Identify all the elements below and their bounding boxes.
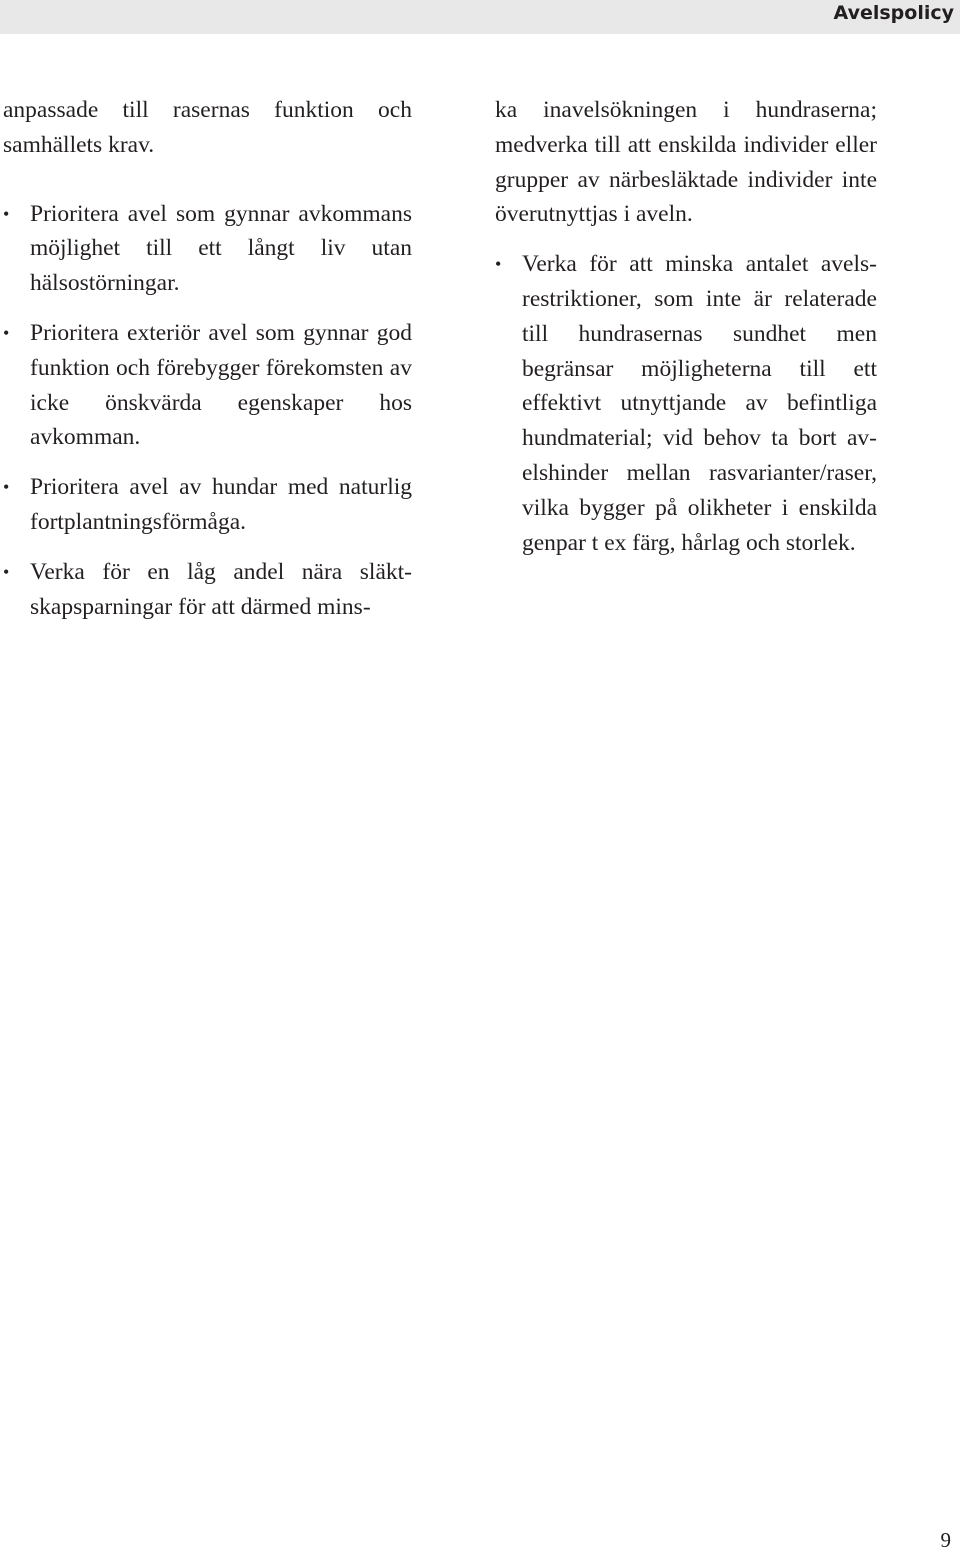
section-title: Avelspolicy (833, 2, 954, 24)
list-item (3, 470, 412, 540)
bullet-icon: • (3, 203, 10, 224)
bullet-icon: • (3, 322, 10, 343)
list-item (3, 555, 412, 625)
list-item (495, 247, 877, 560)
running-header (0, 0, 960, 34)
list-item-text: Verka för en låg andel nära släktskapsparningar för att därmed mins- (30, 558, 412, 620)
bullet-icon: • (3, 477, 10, 498)
list-item-text: Prioritera avel som gynnar avkommans möjlighet till ett långt liv utan hälsostörningar. (30, 200, 412, 297)
bullet-icon: • (3, 561, 10, 582)
intro-paragraph: anpassade till rasernas funktion och samhällets krav. (3, 97, 412, 158)
text-column-right (495, 93, 877, 575)
continuation-paragraph: ka inavelsökningen i hundraserna; medverka till att enskilda individer eller grupper av närbesläktade individer inte överutnyttjas i aveln. (495, 97, 877, 228)
bullet-icon: • (495, 254, 502, 275)
bullet-list-left (3, 197, 412, 625)
list-item-text: Prioritera exteriör avel som gynnar god funktion och förebygger förekomsten av icke önskvärda egenskaper hos avkomman. (30, 319, 412, 451)
page-number: 9 (940, 1528, 951, 1552)
text-column-left (3, 93, 412, 639)
list-item-text: Verka för att minska antalet avelsrestriktioner, som inte är relaterade till hundrasernas sundhet men begränsar möjligheterna till ett effektivt utnyttjande av befintliga hundmaterial; vid behov ta bort avelshinder mellan rasvarianter/raser, vilka bygger på olikheter i enskilda genpar t ex färg, hårlag och storlek. (522, 251, 877, 556)
list-item (3, 316, 412, 455)
list-item (3, 197, 412, 301)
list-item-text: Prioritera avel av hundar med naturlig fortplantningsförmåga. (30, 474, 412, 535)
bullet-list-right (495, 247, 877, 560)
